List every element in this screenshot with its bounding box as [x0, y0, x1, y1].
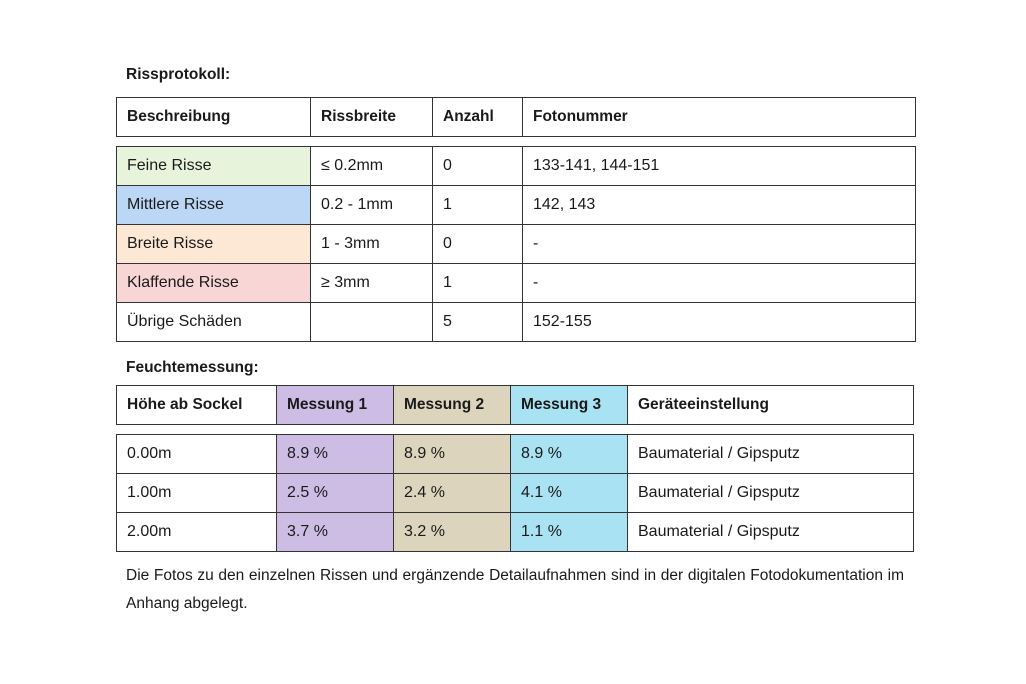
riss-fotonummer-cell: 152-155 — [523, 303, 916, 342]
feuchte-messung-2-cell: 2.4 % — [394, 474, 511, 513]
header-messung-3: Messung 3 — [511, 386, 628, 425]
feuchte-hoehe-cell: 0.00m — [117, 435, 277, 474]
feuchte-messung-3-cell: 4.1 % — [511, 474, 628, 513]
header-rissbreite: Rissbreite — [311, 98, 433, 137]
header-anzahl: Anzahl — [433, 98, 523, 137]
rissprotokoll-header-row — [117, 98, 916, 137]
riss-anzahl-cell: 0 — [433, 147, 523, 186]
header-fotonummer: Fotonummer — [523, 98, 916, 137]
riss-rissbreite-cell — [311, 303, 433, 342]
rissprotokoll-table — [116, 146, 916, 342]
table-row — [117, 147, 916, 186]
riss-rissbreite-cell: 0.2 - 1mm — [311, 186, 433, 225]
header-messung-1: Messung 1 — [277, 386, 394, 425]
riss-beschreibung-cell: Klaffende Risse — [117, 264, 311, 303]
header-geraeteeinstellung: Geräteeinstellung — [628, 386, 914, 425]
riss-beschreibung-cell: Feine Risse — [117, 147, 311, 186]
feuchte-messung-1-cell: 2.5 % — [277, 474, 394, 513]
feuchte-geraeteeinstellung-cell: Baumaterial / Gipsputz — [628, 513, 914, 552]
feuchte-hoehe-cell: 2.00m — [117, 513, 277, 552]
riss-beschreibung-cell: Übrige Schäden — [117, 303, 311, 342]
rissprotokoll-header-table — [116, 97, 916, 137]
riss-fotonummer-cell: 133-141, 144-151 — [523, 147, 916, 186]
table-row — [117, 474, 914, 513]
feuchte-geraeteeinstellung-cell: Baumaterial / Gipsputz — [628, 474, 914, 513]
riss-anzahl-cell: 1 — [433, 264, 523, 303]
feuchte-messung-1-cell: 8.9 % — [277, 435, 394, 474]
feuchte-geraeteeinstellung-cell: Baumaterial / Gipsputz — [628, 435, 914, 474]
riss-rissbreite-cell: ≥ 3mm — [311, 264, 433, 303]
feuchtemessung-header-table — [116, 385, 914, 425]
riss-anzahl-cell: 1 — [433, 186, 523, 225]
feuchtemessung-table — [116, 434, 914, 552]
riss-anzahl-cell: 5 — [433, 303, 523, 342]
table-row — [117, 435, 914, 474]
feuchte-messung-1-cell: 3.7 % — [277, 513, 394, 552]
riss-anzahl-cell: 0 — [433, 225, 523, 264]
feuchte-messung-3-cell: 1.1 % — [511, 513, 628, 552]
riss-beschreibung-cell: Breite Risse — [117, 225, 311, 264]
rissprotokoll-title: Rissprotokoll: — [126, 66, 231, 83]
header-beschreibung: Beschreibung — [117, 98, 311, 137]
header-messung-2: Messung 2 — [394, 386, 511, 425]
feuchte-hoehe-cell: 1.00m — [117, 474, 277, 513]
header-hoehe: Höhe ab Sockel — [117, 386, 277, 425]
photo-documentation-note: Die Fotos zu den einzelnen Rissen und ergänzende Detailaufnahmen sind in der digitalen Fotodokumentation im Anhang abgelegt. — [126, 567, 904, 612]
riss-rissbreite-cell: ≤ 0.2mm — [311, 147, 433, 186]
riss-fotonummer-cell: 142, 143 — [523, 186, 916, 225]
feuchte-messung-3-cell: 8.9 % — [511, 435, 628, 474]
riss-rissbreite-cell: 1 - 3mm — [311, 225, 433, 264]
table-row — [117, 225, 916, 264]
feuchtemessung-header-row — [117, 386, 914, 425]
riss-beschreibung-cell: Mittlere Risse — [117, 186, 311, 225]
table-row — [117, 186, 916, 225]
table-row — [117, 513, 914, 552]
feuchtemessung-title: Feuchtemessung: — [126, 359, 259, 376]
riss-fotonummer-cell: - — [523, 225, 916, 264]
table-row — [117, 264, 916, 303]
riss-fotonummer-cell: - — [523, 264, 916, 303]
feuchte-messung-2-cell: 8.9 % — [394, 435, 511, 474]
feuchte-messung-2-cell: 3.2 % — [394, 513, 511, 552]
table-row — [117, 303, 916, 342]
